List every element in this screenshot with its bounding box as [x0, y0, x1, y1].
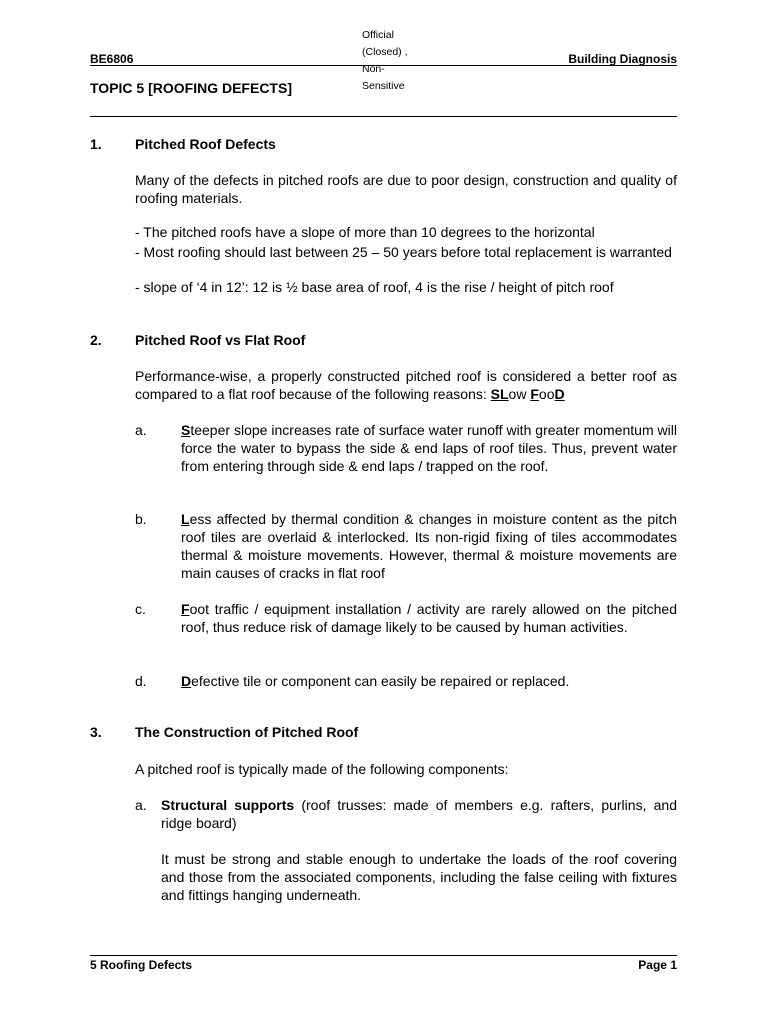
reason-item: [181, 600, 677, 636]
reason-text: teeper slope increases rate of surface water runoff with greater momentum will force the water to bypass the side & end laps of roof tiles. Thus, prevent water from entering through side & end laps / trapped on the roof.: [181, 422, 677, 474]
section-1-intro: Many of the defects in pitched roofs are due to poor design, construction and quality of roofing materials.: [135, 172, 677, 206]
component-name: Structural supports: [161, 797, 295, 813]
page-number: Page 1: [638, 958, 677, 972]
item-letter: b.: [135, 511, 147, 527]
section-2-intro: [135, 367, 677, 403]
reason-item: [181, 421, 677, 475]
reason-key-letter: D: [181, 673, 192, 689]
mnemonic-part: SL: [490, 386, 509, 402]
reason-text: oot traffic / equipment installation / activity are rarely allowed on the pitched roof, thus reduce risk of damage likely to be caused by human activities.: [181, 601, 677, 635]
topic-title: TOPIC 5 [ROOFING DEFECTS]: [90, 80, 292, 96]
section-1-number: 1.: [90, 136, 102, 152]
section-2-number: 2.: [90, 332, 102, 348]
item-letter: a.: [135, 422, 147, 438]
footer-chapter: 5 Roofing Defects: [90, 958, 193, 972]
component-desc: (roof trusses: made of members e.g. rafters, purlins, and ridge board): [161, 797, 677, 831]
reason-item: [181, 510, 677, 582]
section-3-intro: A pitched roof is typically made of the following components:: [135, 761, 509, 777]
reason-item: [181, 672, 677, 690]
reason-key-letter: S: [181, 422, 191, 438]
mnemonic-part: ow: [508, 386, 531, 402]
item-letter: a.: [135, 797, 147, 813]
reason-key-letter: F: [181, 601, 190, 617]
footer-divider: [90, 955, 677, 956]
section-1-bullet: - slope of ‘4 in 12’: 12 is ½ base area of roof, 4 is the rise / height of pitch roof: [135, 279, 614, 295]
reason-text: efective tile or component can easily be repaired or replaced.: [191, 673, 570, 689]
section-1-bullet: - The pitched roofs have a slope of more than 10 degrees to the horizontal: [135, 224, 595, 240]
section-1-bullet: - Most roofing should last between 25 – 50 years before total replacement is warranted: [135, 244, 672, 260]
course-code: BE6806: [90, 52, 134, 66]
section-3-number: 3.: [90, 724, 102, 740]
header-divider: [90, 65, 677, 66]
classification-label: Official (Closed) , Non-Sensitive: [362, 29, 408, 92]
section-2-intro-text: Performance-wise, a properly constructed pitched roof is considered a better roof as compared to a flat roof because of the following reasons:: [135, 368, 677, 402]
section-3-title: The Construction of Pitched Roof: [135, 724, 359, 740]
component-item: [161, 796, 677, 832]
reason-text: ess affected by thermal condition & changes in moisture content as the pitch roof tiles are overlaid & interlocked. Its non-rigid fixing of tiles accommodates thermal & moisture movements. However, thermal & moisture movements are main causes of cracks in flat roof: [181, 511, 677, 581]
topic-divider: [90, 116, 677, 117]
mnemonic-part: D: [554, 386, 565, 402]
mnemonic-part: oo: [538, 386, 555, 402]
section-1-title: Pitched Roof Defects: [135, 136, 276, 152]
item-letter: c.: [135, 601, 146, 617]
course-title: Building Diagnosis: [568, 52, 677, 66]
section-2-title: Pitched Roof vs Flat Roof: [135, 332, 306, 348]
item-letter: d.: [135, 673, 147, 689]
reason-key-letter: L: [181, 511, 190, 527]
component-detail: It must be strong and stable enough to undertake the loads of the roof covering and those from the associated components, including the false ceiling with fixtures and fittings hanging underneath.: [161, 851, 677, 903]
mnemonic-part: F: [530, 386, 539, 402]
